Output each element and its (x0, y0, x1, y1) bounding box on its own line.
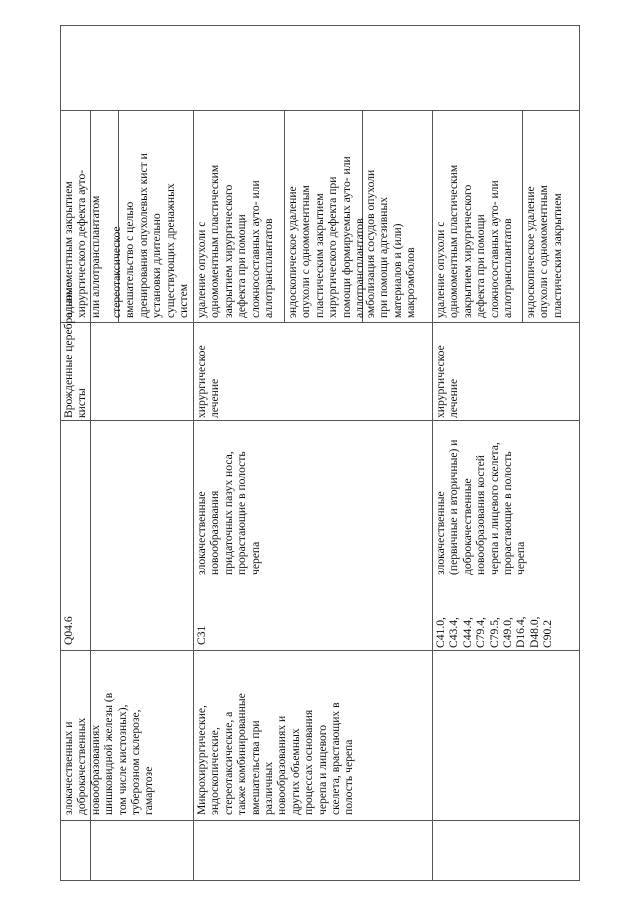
row3-code: C41.0, C43.4, C44.4, C79.4, C79.5, C49.0, D16.4, D48.0, C90.2 (434, 616, 555, 648)
row3-diagnosis: злокачественные (первичные и вторичные) и доброкачественные новообразования костей черепа и лицевого скелета, прорастающие в полость черепа (434, 439, 528, 575)
divider-code3-top (432, 650, 580, 651)
row1-method-1: одномоментным закрытием хирургического дефекта ауто- или аллотрансплантатом (62, 169, 102, 318)
row1-method-2: стереотаксическое вмешательство с целью дренирования опухолевых кист и установки длительно существующих дренажных систем (110, 153, 191, 318)
row3-method-2: эндоскопическое удаление опухоли с одномоментным пластическим закрытием (524, 185, 564, 318)
row2-method-2: эндоскопическое удаление опухоли с одномоментным пластическим закрытием хирургического дефекта при помощи формируемых ауто- или аллотрансплантатов (286, 156, 367, 318)
row3-method-1: удаление опухоли с одномоментным пластическим закрытием хирургического дефекта при помощи сложносоставных ауто- или аллотрансплантатов (434, 164, 515, 318)
row3-treatment: хирургическое лечение (434, 345, 461, 418)
row1-col1-text: злокачественных и доброкачественных новообразованиях шишковидной железы (в том числе кистозных), туберозном склерозе, гамартозе (62, 692, 156, 815)
row2-method-3: эмболизация сосудов опухоли при помощи адгезивных материалов и (или) макроэмболов (364, 169, 418, 318)
divider-header-band (60, 110, 580, 111)
row2-treatment: хирургическое лечение (195, 345, 222, 418)
divider-methods-col (60, 322, 580, 323)
divider-code-diag (193, 110, 194, 880)
row1-diagnosis: Врожденные церебральные кисты (62, 282, 89, 418)
row2-code: C31 (195, 625, 208, 645)
row2-diagnosis: злокачественные новообразования придаточных пазух носа, прорастающие в полость черепа (195, 451, 262, 575)
divider-col1-end (60, 820, 580, 821)
divider-diag-treat (432, 110, 433, 880)
row2-method-1: удаление опухоли с одномоментным пластическим закрытием хирургического дефекта при помощи сложносоставных ауто- или аллотрансплантатов (195, 164, 276, 318)
row2-col1-text: Микрохирургические, эндоскопические, стереотаксические, а также комбинированные вмешательства при различных новообразованиях и других объемных процессах основания черепа и лицевого скелета, врастающих в полость черепа (195, 693, 356, 815)
divider-methods-3a (522, 110, 523, 322)
divider-diag-code (60, 420, 580, 421)
row1-code: Q04.6 (62, 616, 75, 645)
divider-methods-2a (284, 110, 285, 322)
